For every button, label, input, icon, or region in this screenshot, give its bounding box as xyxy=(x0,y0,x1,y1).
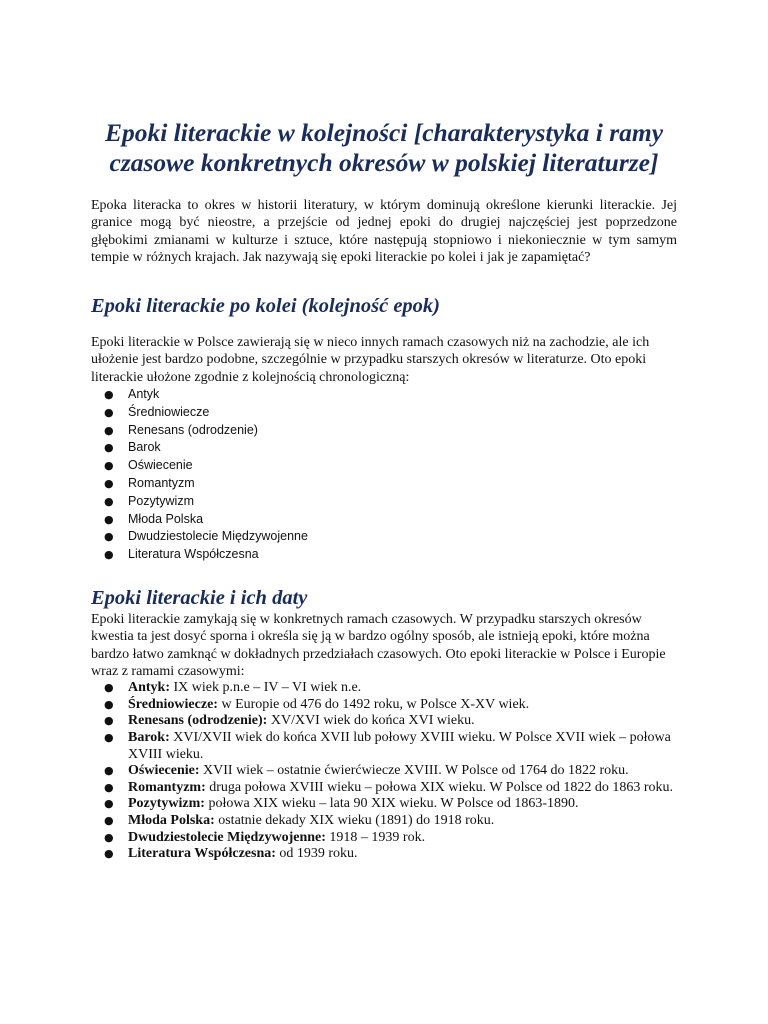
bullet-icon: ● xyxy=(104,847,114,861)
epochs-dates-list xyxy=(91,680,677,863)
section-heading-dates: Epoki literackie i ich daty xyxy=(91,587,308,610)
epoch-name: Młoda Polska: xyxy=(128,812,215,828)
epoch-name: Średniowiecze: xyxy=(128,696,218,712)
list-item xyxy=(91,713,677,730)
bullet-icon: ● xyxy=(104,764,114,778)
bullet-icon: ● xyxy=(104,494,114,508)
section-dates-paragraph: Epoki literackie zamykają się w konkretnych ramach czasowych. W przypadku starszych okresów kwestia ta jest dosyć sporna i określa się ją w bardzo ogólny sposób, ale istnieją epoki, które można bardzo łatwo zamknąć w dokładnych przedziałach czasowych. Oto epoki literackie w Polsce i Europie wraz z ramami czasowymi: xyxy=(91,612,666,679)
bullet-icon: ● xyxy=(104,388,114,402)
list-item xyxy=(91,830,677,847)
epoch-name: Literatura Współczesna: xyxy=(128,846,276,862)
epoch-name: Antyk: xyxy=(128,680,171,696)
bullet-icon: ● xyxy=(104,697,114,711)
list-item xyxy=(91,780,677,797)
bullet-icon: ● xyxy=(104,714,114,728)
epoch-name: Renesans (odrodzenie): xyxy=(128,713,268,729)
bullet-icon: ● xyxy=(104,477,114,491)
section-order-paragraph: Epoki literackie w Polsce zawierają się w nieco innych ramach czasowych niż na zachodzie, ale ich ułożenie jest bardzo podobne, szczególnie w przypadku starszych okresów w literaturze. Oto epoki literackie ułożone zgodnie z kolejnością chronologiczną: xyxy=(91,335,650,385)
epoch-name: Dwudziestolecie Międzywojenne: xyxy=(128,829,326,845)
bullet-icon: ● xyxy=(104,681,114,695)
list-item xyxy=(91,730,677,763)
epoch-name: Pozytywizm: xyxy=(128,796,205,812)
list-item xyxy=(91,796,677,813)
list-item xyxy=(91,697,677,714)
bullet-icon: ● xyxy=(104,813,114,827)
epoch-dates: XVI/XVII wiek do końca XVII lub połowy XVIII wieku. W Polsce XVII wiek – połowa XVIII wieku. xyxy=(128,730,671,762)
epoch-name: Oświecenie: xyxy=(128,763,200,779)
document-title: Epoki literackie w kolejności [charakterystyka i ramy czasowe konkretnych okresów w polskiej literaturze] xyxy=(104,118,664,177)
list-item: ● Literatura Współczesna xyxy=(91,546,677,564)
list-item: ● Średniowiecze xyxy=(91,404,677,422)
bullet-icon: ● xyxy=(104,797,114,811)
list-item: ● Młoda Polska xyxy=(91,511,677,529)
epoch-dates: XV/XVI wiek do końca XVI wieku. xyxy=(267,713,475,729)
list-item xyxy=(91,680,677,697)
bullet-icon: ● xyxy=(104,405,114,419)
epochs-list xyxy=(91,386,677,564)
epoch-name: Barok: xyxy=(128,730,170,746)
list-item xyxy=(91,813,677,830)
list-item: ● Dwudziestolecie Międzywojenne xyxy=(91,528,677,546)
intro-paragraph: Epoka literacka to okres w historii literatury, w którym dominują określone kierunki literackie. Jej granice mogą być nieostre, a przejście od jednej epoki do drugiej najczęściej jest poprzedzone głębokimi zmianami w kulturze i sztuce, które następują stopniowo i niekoniecznie w tym samym tempie w różnych krajach. Jak nazywają się epoki literackie po kolei i jak je zapamiętać? xyxy=(91,198,677,265)
epoch-name: Romantyzm: xyxy=(128,779,206,795)
list-item xyxy=(91,763,677,780)
epoch-dates: od 1939 roku. xyxy=(275,846,358,862)
epoch-dates: druga połowa XVIII wieku – połowa XIX wieku. W Polsce od 1822 do 1863 roku. xyxy=(205,779,674,795)
epoch-dates: IX wiek p.n.e – IV – VI wiek n.e. xyxy=(170,680,362,696)
document-body xyxy=(91,118,677,863)
bullet-icon: ● xyxy=(104,731,114,745)
bullet-icon: ● xyxy=(104,512,114,526)
list-item: ● Barok xyxy=(91,439,677,457)
bullet-icon: ● xyxy=(104,459,114,473)
epoch-dates: połowa XIX wieku – lata 90 XIX wieku. W Polsce od 1863-1890. xyxy=(204,796,579,812)
bullet-icon: ● xyxy=(104,530,114,544)
list-item xyxy=(91,846,677,863)
epoch-dates: w Europie od 476 do 1492 roku, w Polsce X-XV wiek. xyxy=(217,696,530,712)
bullet-icon: ● xyxy=(104,548,114,562)
epoch-dates: XVII wiek – ostatnie ćwierćwiecze XVIII. W Polsce od 1764 do 1822 roku. xyxy=(199,763,629,779)
bullet-icon: ● xyxy=(104,441,114,455)
list-item: ● Romantyzm xyxy=(91,475,677,493)
list-item: ● Renesans (odrodzenie) xyxy=(91,422,677,440)
list-item: ● Antyk xyxy=(91,386,677,404)
bullet-icon: ● xyxy=(104,830,114,844)
epoch-dates: 1918 – 1939 rok. xyxy=(325,829,426,845)
epoch-dates: ostatnie dekady XIX wieku (1891) do 1918 roku. xyxy=(214,812,495,828)
list-item: ● Oświecenie xyxy=(91,457,677,475)
bullet-icon: ● xyxy=(104,423,114,437)
section-heading-order: Epoki literackie po kolei (kolejność epok) xyxy=(91,295,441,318)
bullet-icon: ● xyxy=(104,780,114,794)
list-item: ● Pozytywizm xyxy=(91,493,677,511)
